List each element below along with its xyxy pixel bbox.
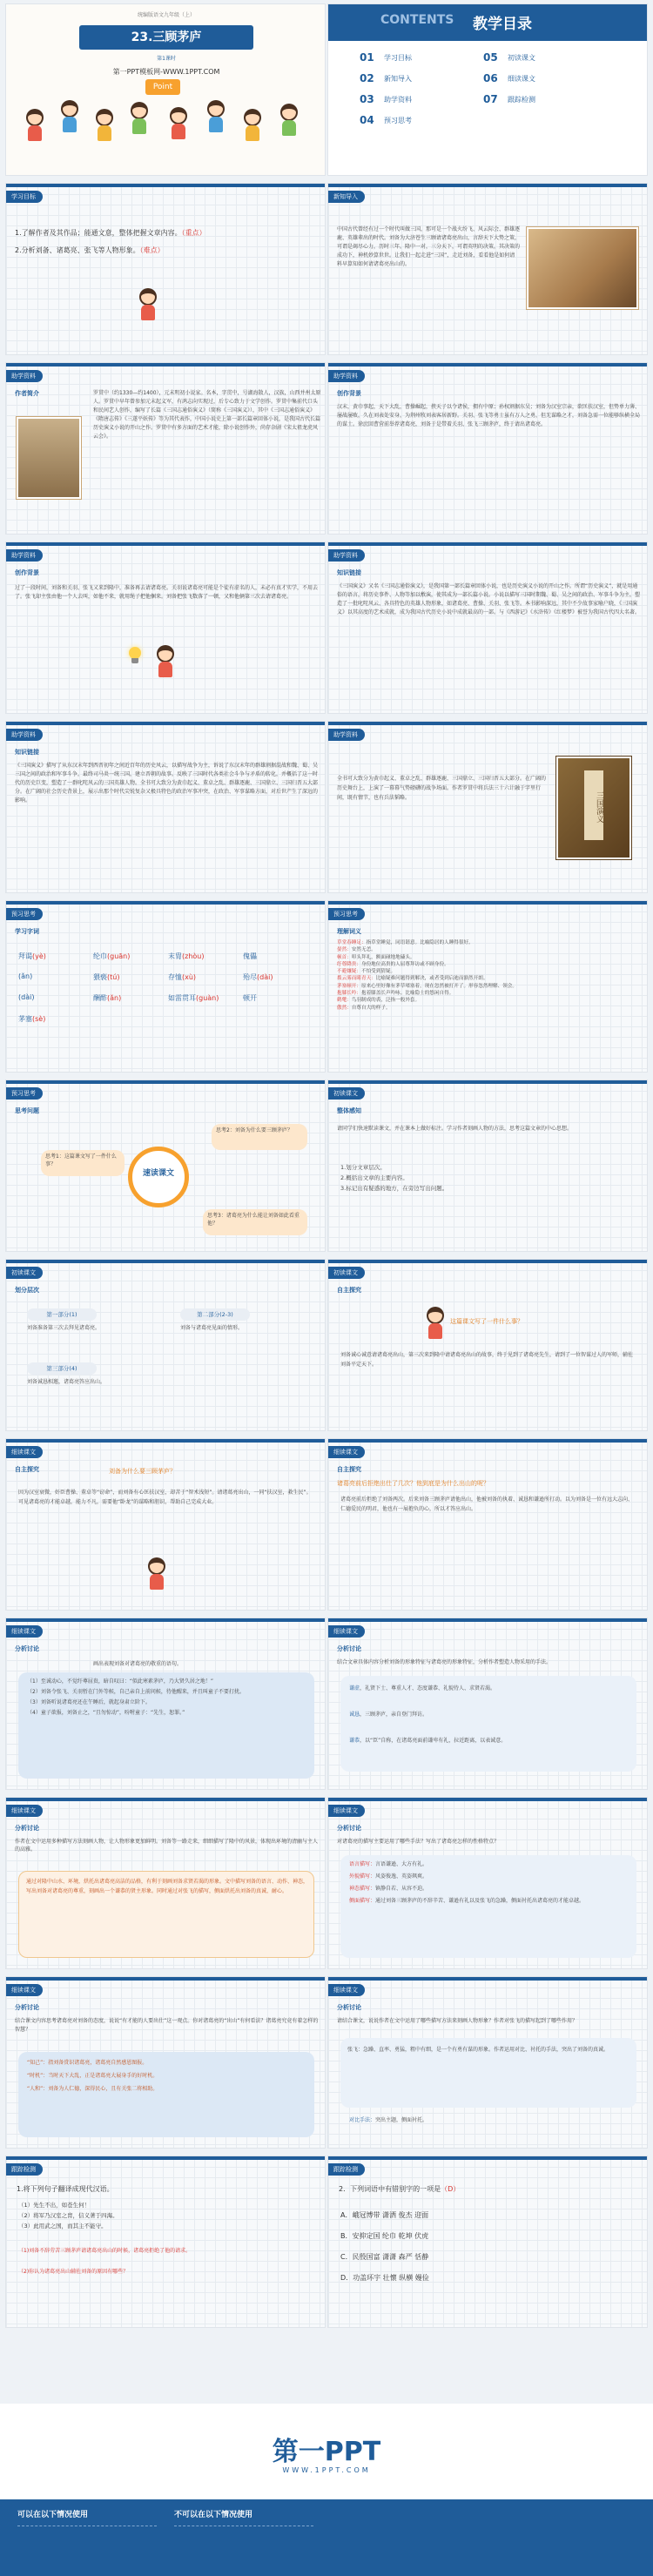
definition-row xyxy=(337,1005,642,1012)
quote-item: “时机”：当时天下大乱，正是诸葛亮大展身手的好时机。 xyxy=(27,2073,158,2079)
goal-2: 2.分析刘备、诸葛亮、张飞等人物形象。（难点） xyxy=(15,246,165,254)
toc-label: 学习目标 xyxy=(384,54,412,62)
definition-text: 不怕受到猜疑。 xyxy=(360,969,396,975)
background-text: 汉末，黄巾事起，天下大乱，曹操崛起，挟天子以令诸侯，拥有中原；孙权割据东吴；刘备为汉室宗亲，欲匡扶汉室，但势单力薄、屡战屡败，久在刘表处安身，为荆州牧刘表客居新野。关羽、张飞等勇士虽有万人之勇，但无谋略之才，刘备急需一位能够纵横全局的谋士。徐庶回曹营前举荐诸葛亮，刘备于是带着关羽、张飞三顾茅庐，终于请出诸葛亮。 xyxy=(337,404,641,427)
definition-term: 拨云雾而睹青天： xyxy=(337,976,376,982)
book-cover-title: 三国演义 xyxy=(584,770,603,840)
slide-analysis-2 xyxy=(327,1618,648,1790)
quote-item: （1）至诚动心，不觉纡尊屈贵，暗自叹曰：“似此寒素茅庐，乃大贤久居之地！” xyxy=(27,1678,214,1685)
toc-label: 预习思考 xyxy=(384,117,412,124)
cartoon-kid-icon xyxy=(424,1307,447,1342)
question: 刘备为什么要三顾茅庐？ xyxy=(109,1468,176,1475)
section-header: 新知导入 xyxy=(328,191,365,203)
sub-label: 分析讨论 xyxy=(15,1645,39,1652)
option-item: C．民殷国富 潇潇 森严 恬静 xyxy=(340,2253,429,2261)
sub-label: 知识链接 xyxy=(15,749,39,756)
vocab-pinyin: (dài) xyxy=(257,973,273,981)
definition-row xyxy=(337,954,642,961)
cartoon-kid-icon xyxy=(154,645,177,680)
quote-item: （2）刘备令张飞、关羽暂在门外等候，自己亲自上前问候，待他醒来，并且叫童子不要打扰。 xyxy=(27,1689,245,1695)
cartoon-kid-icon xyxy=(145,1557,168,1592)
author-portrait xyxy=(17,417,81,499)
vocab-pinyin: (guān) xyxy=(107,952,131,960)
cartoon-kid-icon xyxy=(167,107,190,142)
part-2-text: 刘备与诸葛亮见面的情形。 xyxy=(180,1325,244,1331)
section-header: 助学资料 xyxy=(6,370,43,382)
trait-1: 谦虚，礼贤下士、尊重人才、态度谦恭、礼貌待人、求贤若渴。 xyxy=(349,1685,496,1692)
vocab-pinyin: (yè) xyxy=(32,952,46,960)
cannot-use-lines xyxy=(174,2526,313,2569)
vocab-item xyxy=(243,952,257,961)
test-title: 2．下列词语中有错别字的一项是（D） xyxy=(339,2185,461,2193)
definition-text: 原来心里好像有茅草堵塞着，现在忽然被打开了。形容忽然理解、领会。 xyxy=(360,983,517,989)
vocab-word: 猥亵 xyxy=(93,973,107,981)
method-row xyxy=(349,1885,628,1893)
vocab-word: (dài) xyxy=(18,993,35,1001)
part-3-text: 刘备诚恳相邀，诸葛亮答应出山。 xyxy=(27,1379,106,1385)
vocab-item xyxy=(243,972,273,982)
slide-questions xyxy=(5,1079,326,1252)
section-header: 助学资料 xyxy=(328,729,365,741)
method-text: 风姿俊逸、英姿飒爽。 xyxy=(375,1873,428,1880)
definition-text: 自尊自大的样子。 xyxy=(351,1005,391,1011)
cartoon-kid-icon xyxy=(205,100,227,135)
cartoon-kid-icon xyxy=(278,104,300,138)
slide-test-2 xyxy=(327,2156,648,2328)
vocab-item xyxy=(93,993,121,1003)
definition-term: 傲然： xyxy=(337,1005,352,1011)
part-2-pill: 第二部分(2-3) xyxy=(180,1308,250,1321)
definition-row xyxy=(337,983,642,990)
section-header: 助学资料 xyxy=(6,549,43,562)
overview-text: 请同学们快速默读课文，并在课本上做好标注。学习作者刻画人物的方法，思考这篇文章的中心思想。 xyxy=(337,1126,573,1132)
test-title: 1.将下列句子翻译成现代汉语。 xyxy=(17,2185,114,2193)
vocab-item xyxy=(168,972,196,982)
toc-label: 助学资料 xyxy=(384,96,412,104)
toc-label: 初读课文 xyxy=(508,54,535,62)
slide-knowledge-2 xyxy=(5,721,326,893)
section-header: 初读课文 xyxy=(6,1267,43,1279)
section-header: 初读课文 xyxy=(328,1087,365,1100)
section-header: 预习思考 xyxy=(328,908,365,920)
method-row xyxy=(349,1897,628,1906)
note: 对比手法：突出主题，侧面衬托。 xyxy=(349,2117,428,2123)
step-item: 2.概括出文章的主要内容。 xyxy=(340,1174,408,1181)
slide-explore-1 xyxy=(327,1259,648,1431)
toc-label: 细读课文 xyxy=(508,75,535,83)
answer-text: 刘备诚心诚意请诸葛亮出山，第三次来到隆中请诸葛亮出山的故事，终于见到了诸葛亮先生，请到了一位智谋过人的军师，辅佐刘备平定天下。 xyxy=(340,1352,634,1368)
slide-explore-3 xyxy=(327,1438,648,1611)
slide-analysis-5 xyxy=(5,1976,326,2149)
question-bubble: 思考3：诸葛亮为什么能让刘备如此看重他？ xyxy=(203,1209,307,1235)
vocab-word: 存恤 xyxy=(168,973,182,981)
vocab-word: 如雷贯耳 xyxy=(168,994,196,1002)
cannot-use-title: 不可以在以下情况使用 xyxy=(174,2511,253,2519)
definition-row xyxy=(337,968,642,975)
trait-box xyxy=(340,1676,636,1772)
center-circle: 速读课文 xyxy=(128,1147,189,1207)
method-term: 神态描写： xyxy=(349,1886,376,1892)
sub-label: 自主探究 xyxy=(15,1466,39,1473)
definition-text: 安然无恙。 xyxy=(351,947,376,953)
vocab-pinyin: (xù) xyxy=(182,973,197,981)
toc-number: 02 xyxy=(360,72,374,84)
definition-term: 鹤氅： xyxy=(337,998,352,1004)
vocab-item xyxy=(18,1014,45,1024)
sub-label: 作者简介 xyxy=(15,390,39,397)
definition-row xyxy=(337,975,642,982)
section-header: 助学资料 xyxy=(328,370,365,382)
section-header: 初读课文 xyxy=(328,1267,365,1279)
section-header: 细读课文 xyxy=(6,1984,43,1996)
section-header: 细读课文 xyxy=(6,1446,43,1458)
intro-text: 作者在文中运用多种描写方法刻画人物，让人物形象更加鲜明。刘备等一路走来，细细描写了隆中的风景，体现出环境的清幽与主人的高雅。 xyxy=(15,1839,319,1853)
definition-term: 顿首： xyxy=(337,954,352,960)
point-sign: Point xyxy=(145,79,180,95)
slide-goals xyxy=(5,183,326,355)
slide-background-2 xyxy=(5,541,326,714)
answer-box: 张飞：急躁、直率、勇猛，粗中有细，是一个有勇有谋的形象。作者运用对比、衬托的手法，突出了刘备的真诚。 xyxy=(340,2038,636,2108)
definition-term: 纡尊降贵： xyxy=(337,961,361,967)
step-item: 3.标记出有疑惑的地方，在旁边写出问题。 xyxy=(340,1185,448,1192)
toc-number: 05 xyxy=(483,51,498,64)
vocab-word: 傀儡 xyxy=(243,952,257,960)
option-item: A．峨冠博带 潇洒 俊杰 迎面 xyxy=(340,2211,429,2219)
part-1-pill: 第一部分(1) xyxy=(27,1308,97,1321)
background-text: 过了一段时间，刘备和关羽、张飞又来到隆中，准备再去请诸葛亮。关羽说诸葛亮可能是个徒有虚名的人，未必有真才实学，不用去了。张飞却主张由他一个人去叫，如他不来，就用绳子把他捆来。刘备把张飞数落了一顿，又和他俩第三次去请诸葛亮。 xyxy=(15,585,319,600)
toc-number: 07 xyxy=(483,93,498,105)
intro-text: 中国古代曾经有过一个时代叫做三国，那可是一个战火纷飞、风云际会、群雄逐鹿、英雄辈出的时代。刘备为大济苍生三顾请诸葛亮出山，言辞天下大势之策，可谓是竭尽心力，历时三年。隆中一对，三分天下，可谓英明的决策，其决策的成功下，神机妙算世世。让我们一起走进“三国”，走近刘备，看看他是如何请料早算知如何请诸葛亮出山的。 xyxy=(337,226,521,267)
sub-label: 自主探究 xyxy=(337,1466,361,1473)
toc-number: 04 xyxy=(360,114,374,126)
question: 请结合课文，说说作者在文中运用了哪些描写方法来刻画人物形象？作者对张飞的描写起到了哪些作用？ xyxy=(337,2018,578,2024)
method-term: 侧面描写： xyxy=(349,1898,376,1904)
brand-logo: 第一PPT xyxy=(272,2437,381,2467)
test-items xyxy=(18,2200,314,2231)
quote-box xyxy=(18,1672,314,1779)
question-bubble: 思考1：这篇课文写了一件什么事？ xyxy=(41,1150,125,1176)
vocab-word: 末胄 xyxy=(168,952,182,960)
definition-term: 不避嫌疑： xyxy=(337,969,361,975)
vocab-word: 拜谒 xyxy=(18,952,32,960)
quote-box xyxy=(18,2052,314,2137)
part-3-pill: 第三部分(4) xyxy=(27,1362,97,1375)
slide-background xyxy=(327,362,648,535)
quote-item: （4）童子欲报，刘备止之，“且勿惊动”，吩咐童子：“先生，恕罪。” xyxy=(27,1710,185,1716)
toc-number: 06 xyxy=(483,72,498,84)
vocab-item xyxy=(18,993,34,1001)
section-header: 细读课文 xyxy=(328,1805,365,1817)
trait-2: 诚恳，三顾茅庐，亲自登门拜访。 xyxy=(349,1712,428,1718)
vocab-item xyxy=(93,952,130,961)
lightbulb-icon xyxy=(128,647,142,664)
slide-analysis-4 xyxy=(327,1797,648,1969)
definition-text: 比喻疑难问题得到解决，或者受到启迪而豁然开朗。 xyxy=(375,976,488,982)
slide-explore-2 xyxy=(5,1438,326,1611)
step-item: 1.划分文章层次。 xyxy=(340,1164,386,1171)
cartoon-kid-icon xyxy=(128,102,151,137)
definition-text: 指草堂睡觉，同语谐意。比喻隐居的人睡得很好。 xyxy=(366,940,474,945)
goal-1: 1.了解作者及其作品；能通文意，整体把握文章内容。（重点） xyxy=(15,229,206,237)
contents-cn: 教学目录 xyxy=(473,16,532,33)
sub-label: 知识链接 xyxy=(337,569,361,576)
method-text: 镇静自若、从容不迫。 xyxy=(375,1886,428,1892)
question: 诸葛亮前后拒绝出仕了几次？他到底是为什么出山的呢？ xyxy=(337,1480,489,1487)
slide-test-1 xyxy=(5,2156,326,2328)
knowledge-text: 《三国演义》描写了从东汉末年到西晋初年之间近百年的历史风云，以描写战争为主，诉说了东汉末年的群雄割据混战和魏、蜀、吴三国之间的政治和军事斗争，最终司马炎一统三国，建立晋朝的故事。反映了三国时代各类社会斗争与矛盾的转化，并概括了这一时代的历史巨变，塑造了一群叱咤风云的三国英雄人物。全书可大致分为黄巾起义、董卓之乱、群雄逐鹿、三国鼎立、三国归晋五大部分。在广阔的社会历史背景上，展示出那个时代尖锐复杂又极具特色的政治军事冲突，在政治、军事谋略方面，对后世产生了深远的影响。 xyxy=(15,763,319,804)
definition-list xyxy=(337,939,642,1012)
definition-text: 抱着膝盖长声吟咏。比喻隐士的悠闲自得。 xyxy=(360,991,454,997)
vocab-word: 纶巾 xyxy=(93,952,107,960)
vocab-item xyxy=(243,993,257,1003)
section-header: 细读课文 xyxy=(6,1625,43,1638)
cartoon-kid-icon xyxy=(241,109,264,144)
sub-label: 自主探究 xyxy=(337,1287,361,1294)
definition-term: 晏然： xyxy=(337,947,352,953)
method-term: 语言描写： xyxy=(349,1861,376,1867)
answer-text: 因为汉室衰微，奸臣曹操、董卓等“窃命”，而刘备有心匡扶汉室，却苦于“智术浅短”。请诸葛亮出山，一同“扶汉室，救生民”。可见诸葛亮的才能卓越，能力不凡，需要他“卧龙”的谋略和胆识，帮助自己完成大业。 xyxy=(18,1490,312,1505)
slide-intro xyxy=(327,183,648,355)
definition-term: 茅塞顿开： xyxy=(337,983,361,989)
vocab-item xyxy=(18,972,32,980)
test-item: （3）此用武之国，而其主不能守。 xyxy=(18,2223,107,2230)
sub-label: 分析讨论 xyxy=(337,2004,361,2011)
toc-label: 跟踪检测 xyxy=(508,96,535,104)
definition-text: 叩头拜礼，额面碰地地磕头。 xyxy=(351,954,415,960)
sub-label: 创作背景 xyxy=(337,390,361,397)
trait-3: 谦恭，以“臣”自称，在诸葛亮面前谦卑有礼，拉近距离，以表诚意。 xyxy=(349,1738,507,1744)
author-text: 罗贯中（约1330—约1400），元末明初小说家。名本，字贯中，号湖海散人，汉族，山西并州太原人。罗贯中早年曾参加元末起义军，有鸿志向实现过，后专心致力于文学创作。罗贯中集前代口头和民间艺人创作，编写了长篇《三国志通俗演义》（简称《三国演义》），其中《三国志通俗演义》《隋唐志传》《三遂平妖传》等为其代表作，中国小说史上第一部长篇章回体小说，是我国古代长篇历史演义小说的开山之作。罗贯中有多方面的艺术才能，除小说创作外，尚存杂剧《宋太祖龙虎风云会》。 xyxy=(93,390,321,440)
can-use-title: 可以在以下情况使用 xyxy=(17,2511,89,2519)
book-text: 全书可大致分为黄巾起义、董卓之乱、群雄逐鹿、三国鼎立、三国归晋五大部分。在广阔的历史舞台上，上演了一幕幕气势磅礴的战争场面。作者罗贯中将兵法三十六计融于字里行间，既有情节，也有兵法韬略。 xyxy=(337,776,547,801)
question-bubble: 思考2：刘备为什么要三顾茅庐？ xyxy=(212,1124,307,1150)
brand-url: WWW.1PPT.COM xyxy=(282,2466,371,2474)
vocab-pinyin: (sè) xyxy=(32,1015,46,1023)
vocab-item xyxy=(93,972,119,982)
slide-author xyxy=(5,362,326,535)
cartoon-kid-icon xyxy=(58,100,81,135)
slide-definitions xyxy=(327,900,648,1073)
test-item: （2）将军乃汉室之胄，信义著于四海。 xyxy=(18,2212,118,2219)
option-item: D．功盖环宇 壮懷 纵横 嫚俭 xyxy=(340,2274,429,2282)
sub-label: 创作背景 xyxy=(15,569,39,576)
vocab-pinyin: (tú) xyxy=(107,973,120,981)
vocab-item xyxy=(168,993,219,1003)
test-note-1: （1)刘备不辞劳苦三顾茅庐请诸葛亮出山的时候，诸葛亮拒绝了他的请求。 xyxy=(18,2248,192,2254)
section-header: 助学资料 xyxy=(328,549,365,562)
quote-item: （3）刘备听说诸葛亮还在午睡后，就起身肃立阶下。 xyxy=(27,1699,151,1705)
test-note-2: （2)你认为诸葛亮出山辅佐刘备的原因有哪些？ xyxy=(18,2269,129,2275)
vocab-item xyxy=(168,952,204,961)
method-row xyxy=(349,1873,628,1881)
definition-row xyxy=(337,997,642,1004)
intro-text: 画出表现刘备对诸葛亮的敬重的语句。 xyxy=(93,1661,183,1667)
sub-label: 理解词义 xyxy=(337,928,361,935)
slide-contents xyxy=(327,3,648,176)
slide-vocab xyxy=(5,900,326,1073)
sub-label: 划分层次 xyxy=(15,1287,39,1294)
option-item: B．安抑定国 纶巾 乾坤 伏虎 xyxy=(340,2232,429,2240)
section-header: 细读课文 xyxy=(328,1446,365,1458)
section-header: 细读课文 xyxy=(328,1625,365,1638)
can-use-lines xyxy=(17,2526,157,2569)
test-item: （1）先生不出，如苍生何！ xyxy=(18,2202,91,2209)
section-header: 学习目标 xyxy=(6,191,43,203)
quote-item: “知己”：指刘备赏识诸葛亮，诸葛亮自然感恩图报。 xyxy=(27,2060,148,2066)
lesson-title: 23.三顾茅庐 xyxy=(79,25,253,50)
quote-item: “人和”：刘备为人仁德，深得民心，且有关张二将相助。 xyxy=(27,2086,158,2092)
template-text: 第一PPT模板网-WWW.1PPT.COM xyxy=(112,68,220,76)
slide-structure xyxy=(5,1259,326,1431)
definition-row xyxy=(337,990,642,997)
method-row xyxy=(349,1860,628,1869)
section-header: 预习思考 xyxy=(6,1087,43,1100)
sub-label: 思考问题 xyxy=(15,1107,39,1114)
intro-text: 结合文章具体内容分析刘备的形象特征与诸葛亮的形象特征，分析作者塑造人物采用的手法。 xyxy=(337,1659,552,1665)
vocab-word: 茅塞 xyxy=(18,1015,32,1023)
slide-analysis-3 xyxy=(5,1797,326,1969)
sub-label: 分析讨论 xyxy=(15,1825,39,1832)
section-header: 细读课文 xyxy=(328,1984,365,1996)
definition-text: 身份地位高贵的人屈尊拜访或不顾身份。 xyxy=(360,961,449,967)
section-header: 跟踪检测 xyxy=(6,2163,43,2176)
sub-label: 整体感知 xyxy=(337,1107,361,1114)
option-list xyxy=(340,2205,636,2289)
definition-row xyxy=(337,961,642,968)
toc-number: 03 xyxy=(360,93,374,105)
definition-text: 鸟羽制成的裘，泛指一般外套。 xyxy=(351,998,421,1004)
footer-banner xyxy=(0,2404,653,2576)
detail-box: 通过对隆中山水、环境，烘托出诸葛亮高洁的品格，有利于刻画刘备求贤若渴的形象。文中描写刘备的语言、动作、神态，写出刘备对诸葛亮的尊重，刻画出一个谦恭的贤主形象。同时通过对张飞的描写，侧面烘托出刘备的真诚、耐心。 xyxy=(18,1871,314,1958)
three-kingdoms-illustration xyxy=(527,227,638,309)
definition-term: 抱膝长吟： xyxy=(337,991,361,997)
method-box xyxy=(340,1855,636,1958)
definition-term: 草堂春睡足： xyxy=(337,940,367,945)
vocab-pinyin: (ǎn) xyxy=(107,994,122,1002)
vocab-word: (ǎn) xyxy=(18,972,33,980)
question: 这篇课文写了一件什么事？ xyxy=(450,1318,523,1325)
slide-knowledge xyxy=(327,541,648,714)
sub-label: 学习字词 xyxy=(15,928,39,935)
method-text: 通过刘备三顾茅庐的不辞辛苦、谦逊有礼以及张飞的急躁，侧面衬托出诸葛亮的才能卓越。 xyxy=(375,1898,585,1904)
slide-book xyxy=(327,721,648,893)
section-header: 助学资料 xyxy=(6,729,43,741)
vocab-pinyin: (guàn) xyxy=(196,994,219,1002)
book-cover xyxy=(556,757,631,859)
question: 结合课文内容思考诸葛亮对刘备的态度，说说“有才能的人要出仕”这一观点。你对诸葛亮的“出山”有何看法？诸葛亮究竟有着怎样的智慧？ xyxy=(15,2018,319,2033)
slide-title xyxy=(5,3,326,176)
sub-label: 分析讨论 xyxy=(337,1645,361,1652)
cartoon-kid-icon xyxy=(93,109,116,144)
question: 对诸葛亮的描写主要运用了哪些手法？写出了诸葛亮怎样的性格特点？ xyxy=(337,1839,500,1845)
period: 第1课时 xyxy=(157,56,176,62)
sub-label: 分析讨论 xyxy=(337,1825,361,1832)
sub-label: 分析讨论 xyxy=(15,2004,39,2011)
method-text: 言语谦逊、大方有礼。 xyxy=(375,1861,428,1867)
vocab-item xyxy=(18,952,46,961)
slide-overview xyxy=(327,1079,648,1252)
vocab-pinyin: (zhòu) xyxy=(182,952,205,960)
slide-analysis-1 xyxy=(5,1618,326,1790)
definition-row xyxy=(337,939,642,946)
vocab-word: 顿开 xyxy=(243,994,257,1002)
toc-label: 新知导入 xyxy=(384,75,412,83)
answer-text: 诸葛亮前后拒绝了刘备两次。后来刘备三顾茅庐请他出山，他被刘备的执着、诚恳和谦逊所打动。以为刘备是一位有远大志向、仁德爱民的明君，他也有一展抱负的心，所以才答应出山。 xyxy=(340,1497,634,1512)
cartoon-kid-icon xyxy=(137,288,159,323)
vocab-word: 殆尽 xyxy=(243,973,257,981)
vocab-word: 酬酢 xyxy=(93,994,107,1002)
contents-en: CONTENTS xyxy=(380,13,454,27)
knowledge-text: 《三国演义》又名《三国志通俗演义》，是我国第一部长篇章回体小说，也是历史演义小说的开山之作。所谓“历史演义”，就是用通俗的语言，将历史事件、人物等加以敷演，使其成为一部长篇小说。小说以描写三国时期魏、蜀、吴之间的政治、军事斗争为主，塑造了一批叱咤风云、各具特色的英雄人物形象，如诸葛亮、曹操、关羽、张飞等。本书影响深远，其中不少故事家喻户晓，《三国演义》以其高度的艺术成就，成为我国古代历史小说中成就最高的一部。与《西游记》《水浒传》《红楼梦》被誉为我国古代四大名著。 xyxy=(337,583,641,615)
section-header: 预习思考 xyxy=(6,908,43,920)
cartoon-kid-icon xyxy=(24,109,46,144)
section-header: 细读课文 xyxy=(6,1805,43,1817)
step-list xyxy=(340,1162,636,1194)
method-term: 外貌描写： xyxy=(349,1873,376,1880)
part-1-text: 刘备准备第三次去拜见诸葛亮。 xyxy=(27,1325,101,1331)
section-header: 跟踪检测 xyxy=(328,2163,365,2176)
slide-analysis-6 xyxy=(327,1976,648,2149)
definition-row xyxy=(337,946,642,953)
subtitle: 统编版语文九年级（上） xyxy=(137,12,195,18)
toc-number: 01 xyxy=(360,51,374,64)
